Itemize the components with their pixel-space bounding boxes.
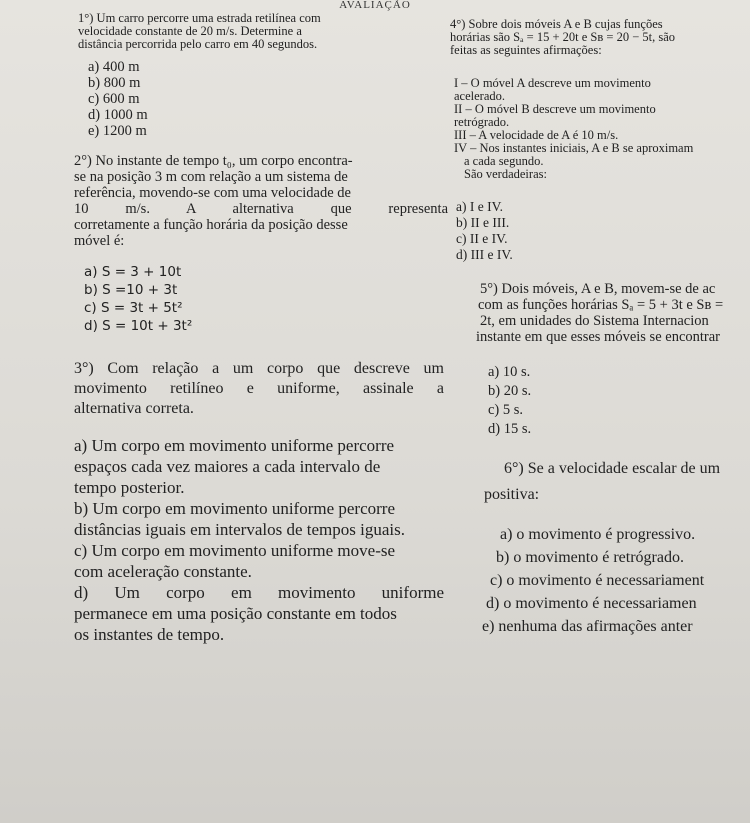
question-text: 1°) Um carro percorre uma estrada retilínea com [78, 12, 321, 25]
option: b) II e III. [456, 215, 510, 230]
option: d) S = 10t + 3t² [84, 318, 193, 334]
question-text: corretamente a função horária da posição desse [74, 217, 348, 233]
question-text: positiva: [484, 486, 540, 503]
question-text: velocidade constante de 20 m/s. Determine a [78, 25, 302, 38]
question-text: 6°) Se a velocidade escalar de um [504, 460, 721, 477]
question-text: 5°) Dois móveis, A e B, movem-se de ac [480, 281, 716, 297]
question-text: movimento retilíneo e uniforme, assinale a [74, 380, 444, 397]
question-4 [450, 18, 750, 263]
exam-header: AVALIAÇÃO [339, 0, 411, 11]
right-column [450, 18, 750, 638]
option-line: d) Um corpo em movimento uniforme [74, 583, 444, 602]
option-line: tempo posterior. [74, 478, 185, 497]
option: a) I e IV. [456, 199, 503, 214]
question-text: 10 m/s. A alternativa que representa [74, 201, 448, 217]
question-text: 4°) Sobre dois móveis A e B cujas funções [450, 18, 663, 31]
question-3 [74, 359, 444, 645]
option: d) 1000 m [88, 107, 148, 123]
option: d) III e IV. [456, 247, 513, 262]
option: b) o movimento é retrógrado. [496, 549, 684, 566]
option-line: permanece em uma posição constante em todos [74, 604, 397, 623]
option-line: com aceleração constante. [74, 562, 252, 581]
option: c) S = 3t + 5t² [84, 300, 183, 316]
option-line: distâncias iguais em intervalos de tempos iguais. [74, 520, 405, 539]
left-column [74, 6, 448, 645]
option-line: os instantes de tempo. [74, 625, 225, 644]
statement: acelerado. [454, 90, 506, 103]
question-text: 2t, em unidades do Sistema Internacion [480, 313, 709, 329]
question-text: 3°) Com relação a um corpo que descreve um [74, 360, 444, 377]
option: b) 800 m [88, 75, 141, 91]
option: a) o movimento é progressivo. [500, 526, 696, 543]
question-text: móvel é: [74, 233, 125, 249]
option: a) S = 3 + 10t [84, 264, 182, 280]
option-line: b) Um corpo em movimento uniforme percorre [74, 499, 396, 518]
question-text: se na posição 3 m com relação a um sistema de [74, 169, 348, 185]
option: a) 400 m [88, 59, 140, 75]
option: d) 15 s. [488, 421, 532, 437]
question-2 [74, 153, 448, 335]
question-text: instante em que esses móveis se encontrar [476, 329, 721, 345]
option: d) o movimento é necessariamen [486, 595, 697, 612]
question-text: 2°) No instante de tempo t₀, um corpo encontra- [74, 153, 353, 169]
option: c) II e IV. [456, 231, 508, 246]
question-text: feitas as seguintes afirmações: [450, 44, 602, 57]
question-5 [476, 281, 750, 439]
option-line: espaços cada vez maiores a cada intervalo de [74, 457, 381, 476]
question-6 [484, 459, 750, 638]
option: c) 5 s. [488, 402, 524, 418]
option: c) o movimento é necessariament [490, 572, 705, 589]
statement: III – A velocidade de A é 10 m/s. [454, 129, 619, 142]
option: e) nenhuma das afirmações anter [482, 618, 693, 635]
statement: I – O móvel A descreve um movimento [454, 77, 651, 90]
option: b) S =10 + 3t [84, 282, 178, 298]
question-1 [78, 12, 448, 139]
statement: retrógrado. [454, 116, 510, 129]
option: c) 600 m [88, 91, 140, 107]
statement: São verdadeiras: [464, 168, 547, 181]
question-text: referência, movendo-se com uma velocidade de [74, 185, 351, 201]
statement: a cada segundo. [464, 155, 544, 168]
option: b) 20 s. [488, 383, 532, 399]
question-text: distância percorrida pelo carro em 40 segundos. [78, 38, 318, 51]
option-line: a) Um corpo em movimento uniforme percorre [74, 436, 395, 455]
option: a) 10 s. [488, 364, 531, 380]
statement: IV – Nos instantes iniciais, A e B se aproximam [454, 142, 694, 155]
question-text: horárias são Sₐ = 15 + 20t e Sʙ = 20 − 5t, são [450, 31, 675, 44]
question-text: alternativa correta. [74, 400, 194, 417]
question-text: com as funções horárias Sₐ = 5 + 3t e Sʙ = [478, 297, 724, 313]
option: e) 1200 m [88, 123, 147, 139]
statement: II – O móvel B descreve um movimento [454, 103, 656, 116]
option-line: c) Um corpo em movimento uniforme move-se [74, 541, 396, 560]
